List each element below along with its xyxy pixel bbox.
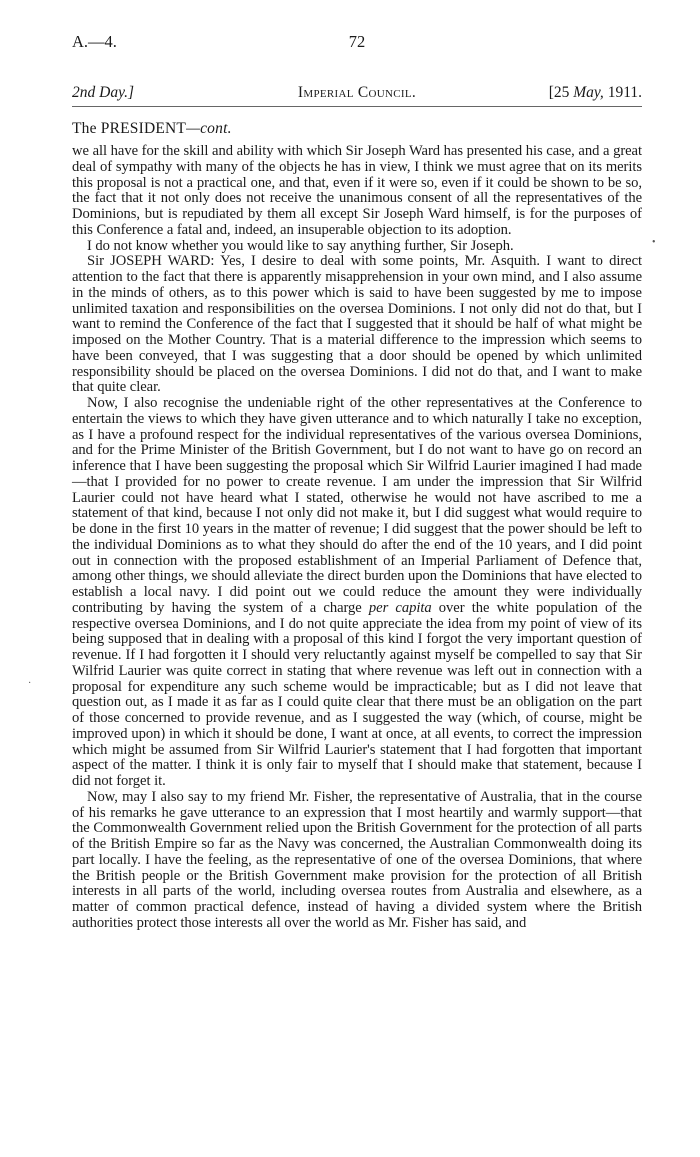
paragraph: we all have for the skill and ability with which Sir Joseph Ward has presented his case, and a great deal of sympathy with many of the objects he has in view, I think we must agree that on its merits this proposal is not a practical one, and that, even if it were so, even if it could be shown to be so, the fact that it not only does not receive the unanimous consent of all the representatives of the Dominions, but is repudiated by them all except Sir Joseph Ward himself, is for the purposes of this Conference a fatal and, indeed, an insuperable objection to its adoption. <box>72 143 642 238</box>
paragraph: Sir JOSEPH WARD: Yes, I desire to deal with some points, Mr. Asquith. I want to direct attention to the fact that there is apparently misapprehension in your own mind, and I also assume in the minds of others, as to this power which is said to have been suggested by me to impose unlimited taxation and responsibilities on the oversea Dominions. I not only did not do that, but I want to remind the Conference of the fact that I suggested that it should be half of what might be imposed on the Mother Country. That is a material difference to the impression which seems to have been conveyed, that I was suggesting that a door should be opened by which unlimited responsibility should be placed on the oversea Dominions. I did not do that, and I want to make that quite clear. <box>72 253 642 396</box>
date-year: 1911. <box>603 84 642 101</box>
date-month: May, <box>573 84 604 101</box>
paragraph: I do not know whether you would like to say anything further, Sir Joseph. <box>87 237 514 254</box>
speaker-name: The PRESIDENT <box>72 120 187 137</box>
date-prefix: [25 <box>548 84 574 101</box>
speaker-heading <box>72 120 232 138</box>
speaker-cont: —cont. <box>186 120 232 137</box>
paragraph <box>72 396 642 790</box>
paragraph-text: over the white population of the respective oversea Dominions, and I do not quite appreciate the idea from my point of view of its being supposed that in dealing with a proposal of this kind I forgot the very important question of revenue. If I had forgotten it I should very reluctantly against myself be compelled to say that Sir Wilfrid Laurier was quite correct in stating that where revenue was left out in connection with a proposal for expenditure any such scheme would be impracticable; but as I did not leave that question out, as I made it as far as I could quite clear that there must be an obligation on the part of those concerned to provide revenue, and as I suggested the way (which, of course, might be improved upon) in which it should be done, I want at once, at all events, to correct the impression which might be assumed from Sir Wilfrid Laurier's statement that I had forgotten that important aspect of the matter. I think it is only fair to myself that I should make that statement, because I did not forget it. <box>72 599 642 789</box>
session-date <box>549 84 642 102</box>
page-top-row <box>72 32 642 54</box>
document-reference: A.—4. <box>72 32 117 51</box>
body-text <box>72 144 642 932</box>
council-title: Imperial Council. <box>297 84 417 101</box>
margin-dot: • <box>652 237 656 248</box>
page-number: 72 <box>348 32 366 51</box>
header-rule <box>72 106 642 107</box>
paragraph: Now, may I also say to my friend Mr. Fisher, the representative of Australia, that in the course of his remarks he gave utterance to an expression that I most heartily and warmly support—that the Commonwealth Government relied upon the British Government for the protection of all parts of the British Empire so far as the Navy was concerned, the Australian Commonwealth doing its part locally. I have the feeling, as the representative of one of the oversea Dominions, that where the British people or the British Government make provision for the protection of all British interests in all parts of the world, including oversea routes from Australia and elsewhere, as a matter of common practical defence, instead of having a divided system where the British authorities protect those interests all over the world as Mr. Fisher has said, and <box>72 788 642 931</box>
paragraph-text: Now, I also recognise the undeniable right of the other representatives at the Conference to entertain the views to which they have given utterance and to which naturally I take no exception, as I have a profound respect for the individual representatives of the various oversea Dominions, and for the Prime Minister of the British Government, but I do not want to have go on record an inference that I have been suggesting the proposal which Sir Wilfrid Laurier imagined I had made—that I provided for no power to create revenue. I am under the impression that Sir Wilfrid Laurier could not have heard what I stated, otherwise he would not have ascribed to me a statement of that kind, because I not only did not make it, but I did suggest what would require to be done in the first 10 years in the matter of revenue; I did suggest that the power should be left to the individual Dominions as to what they should do after the end of the 10 years, and I did point out in connection with the proposed establishment of an Imperial Parliament of Defence that, among other things, we should alleviate the direct burden upon the Dominions that have elected to establish a local navy. I did point out we could reduce the amount they were individually contributing by having the system of a charge <box>72 395 642 616</box>
italic-phrase: per capita <box>368 599 432 616</box>
session-day: 2nd Day.] <box>72 84 134 101</box>
margin-dot: · <box>28 678 32 689</box>
